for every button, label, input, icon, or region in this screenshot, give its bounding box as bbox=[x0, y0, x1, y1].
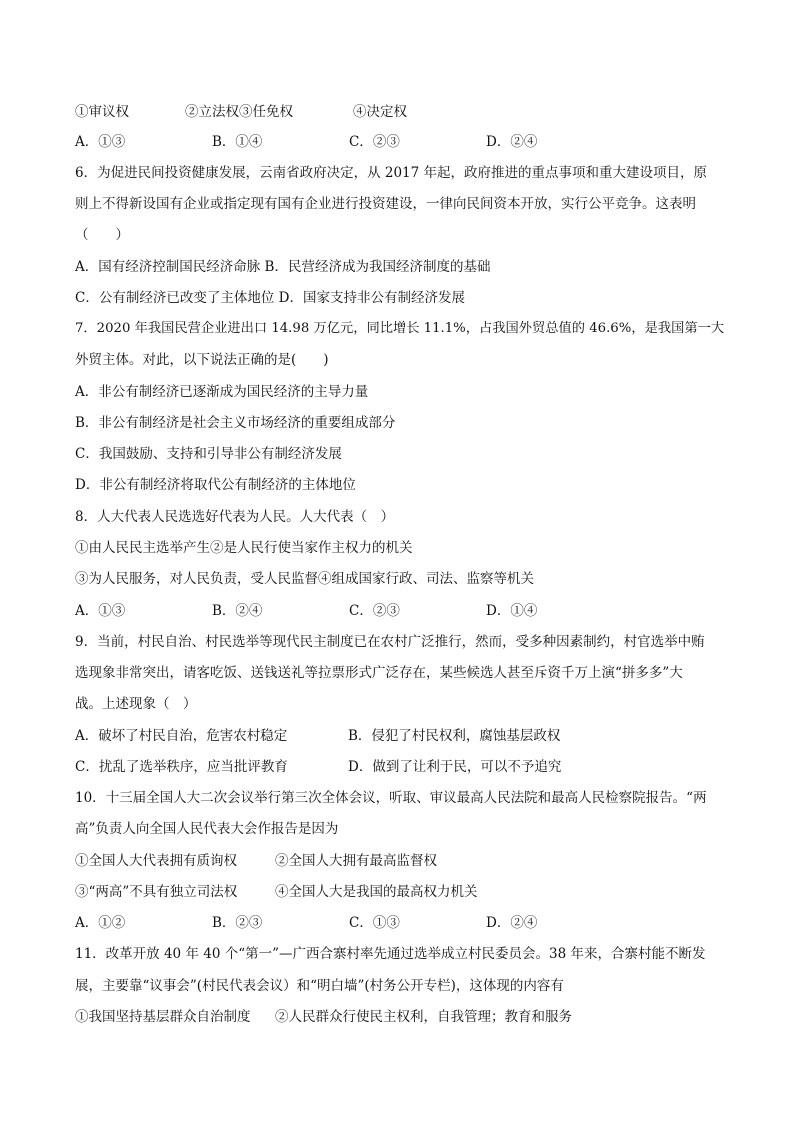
q10-stem-line-1: 10．十三届全国人大二次会议举行第三次全体会议，听取、审议最高人民法院和最高人民检察院报告。“两 bbox=[75, 790, 707, 806]
q9-option-c: C．扰乱了选举秩序，应当批评教育 bbox=[75, 759, 288, 775]
q7-option-a: A．非公有制经济已逐渐成为国民经济的主导力量 bbox=[75, 384, 369, 400]
q8-statements-line-1: ①由人民民主选举产生②是人民行使当家作主权力的机关 bbox=[75, 540, 413, 556]
q10-option-c: C．①③ bbox=[349, 915, 400, 931]
q9-option-d: D．做到了让利于民，可以不予追究 bbox=[348, 759, 562, 775]
q10-statement-4: ④全国人大是我国的最高权力机关 bbox=[275, 884, 478, 900]
q8-option-b: B．②④ bbox=[212, 603, 263, 619]
q6-options-line-1: A．国有经济控制国民经济命脉 B．民营经济成为我国经济制度的基础 bbox=[75, 259, 491, 275]
statement-1: ①审议权 bbox=[75, 104, 129, 120]
q10-statement-3: ③“两高”不具有独立司法权 bbox=[75, 884, 238, 900]
q11-stem-line-2: 展，主要靠“议事会”(村民代表会议）和“明白墙”(村务公开专栏)，这体现的内容有 bbox=[75, 978, 564, 994]
q10-option-b: B．②③ bbox=[212, 915, 263, 931]
q8-option-c: C．②③ bbox=[349, 603, 400, 619]
statement-4: ④决定权 bbox=[353, 104, 407, 120]
q8-option-a: A．①③ bbox=[75, 603, 126, 619]
q7-option-d: D．非公有制经济将取代公有制经济的主体地位 bbox=[75, 477, 356, 493]
q7-option-c: C．我国鼓励、支持和引导非公有制经济发展 bbox=[75, 446, 342, 462]
q9-stem-line-2: 选现象非常突出，请客吃饭、送钱送礼等拉票形式广泛存在，某些候选人甚至斥资千万上演“拼多多”大 bbox=[75, 665, 683, 681]
q11-statement-1: ①我国坚持基层群众自治制度 bbox=[75, 1009, 251, 1025]
q7-option-b: B．非公有制经济是社会主义市场经济的重要组成部分 bbox=[75, 415, 396, 431]
q9-option-a: A．破坏了村民自治，危害农村稳定 bbox=[75, 728, 288, 744]
statement-2-3: ②立法权③任免权 bbox=[185, 104, 293, 120]
q7-stem-line-1: 7．2020 年我国民营企业进出口 14.98 万亿元，同比增长 11.1%，占我国外贸总值的 46.6%，是我国第一大 bbox=[75, 321, 725, 336]
top-option-d: D．②④ bbox=[486, 134, 538, 150]
q6-stem-line-1: 6．为促进民间投资健康发展，云南省政府决定，从 2017 年起，政府推进的重点事项和重大建设项目，原 bbox=[75, 165, 708, 181]
top-option-c: C．②③ bbox=[349, 134, 400, 150]
q10-option-d: D．②④ bbox=[486, 915, 538, 931]
q10-statement-1: ①全国人大代表拥有质询权 bbox=[75, 853, 237, 869]
q9-stem-line-3: 战。上述现象（ ） bbox=[75, 696, 197, 712]
q11-statement-2: ②人民群众行使民主权利，自我管理；教育和服务 bbox=[275, 1009, 572, 1025]
q6-stem-line-2: 则上不得新设国有企业或指定现有国有企业进行投资建设，一律向民间资本开放，实行公平竞争。这表明 bbox=[75, 196, 696, 212]
q9-option-b: B．侵犯了村民权利，腐蚀基层政权 bbox=[348, 728, 561, 744]
q6-stem-line-3: （ ） bbox=[75, 227, 129, 243]
q10-stem-line-2: 高”负责人向全国人民代表大会作报告是因为 bbox=[75, 821, 339, 837]
q11-stem-line-1: 11．改革开放 40 年 40 个“第一”—广西合寨村率先通过选举成立村民委员会。38 年来，合寨村能不断发 bbox=[75, 946, 706, 962]
top-option-b: B．①④ bbox=[212, 134, 263, 150]
q8-option-d: D．①④ bbox=[486, 603, 538, 619]
q10-option-a: A．①② bbox=[75, 915, 126, 931]
q9-stem-line-1: 9．当前，村民自治、村民选举等现代民主制度已在农村广泛推行，然而，受多种因素制约，村官选举中贿 bbox=[75, 634, 705, 650]
top-option-a: A．①③ bbox=[75, 134, 126, 150]
q8-stem: 8．人大代表人民选选好代表为人民。人大代表（ ） bbox=[75, 509, 395, 525]
q7-stem-line-2: 外贸主体。对此，以下说法正确的是( ) bbox=[75, 352, 329, 368]
q10-statement-2: ②全国人大拥有最高监督权 bbox=[275, 853, 437, 869]
q8-statements-line-2: ③为人民服务，对人民负责，受人民监督④组成国家行政、司法、监察等机关 bbox=[75, 571, 534, 587]
q6-options-line-2: C．公有制经济已改变了主体地位 D．国家支持非公有制经济发展 bbox=[75, 290, 465, 306]
